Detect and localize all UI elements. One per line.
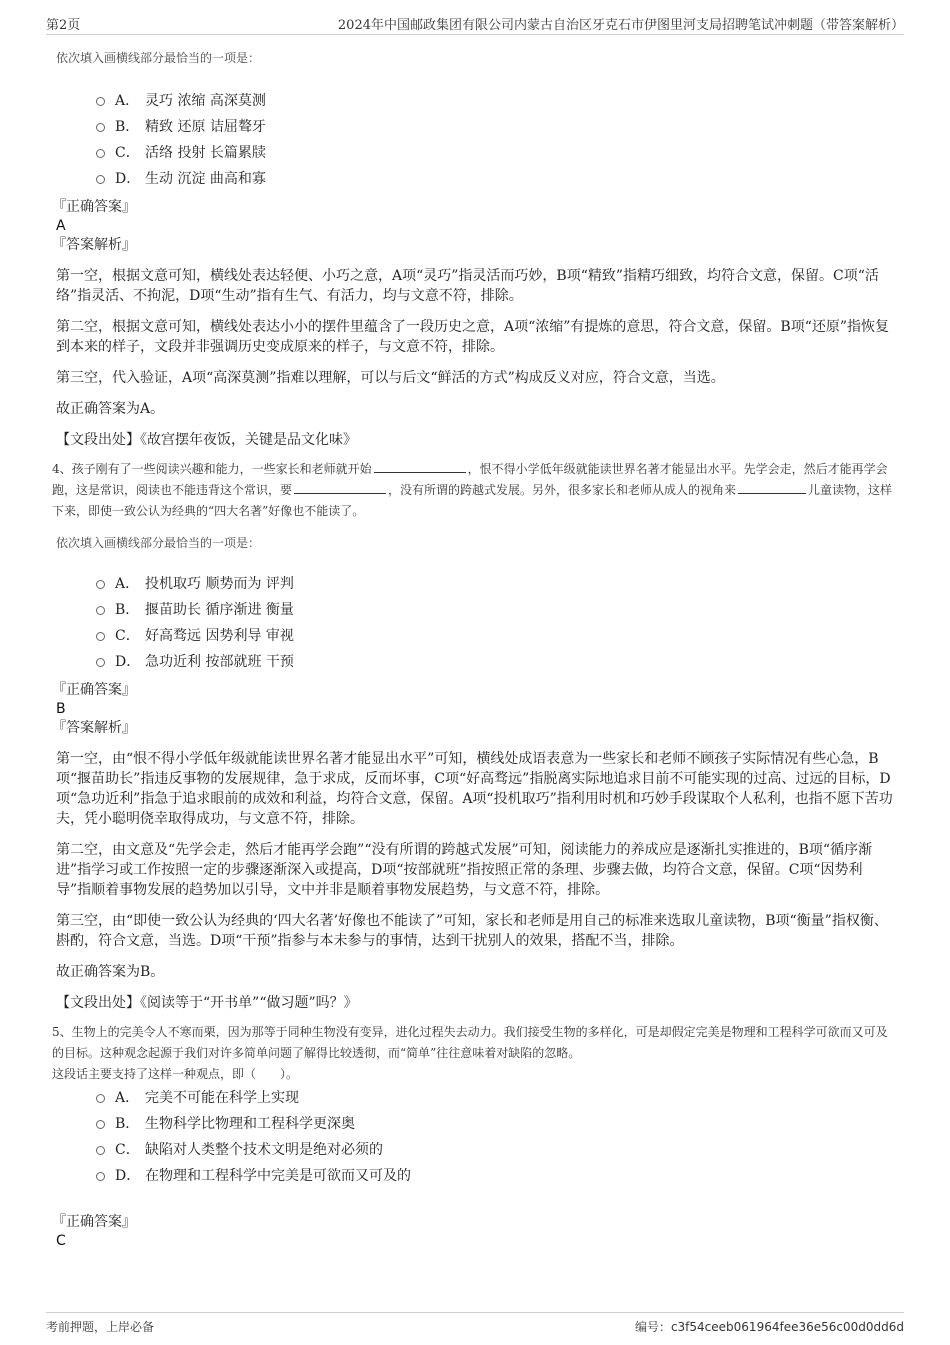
document-code	[635, 1318, 904, 1335]
q5-answer: C	[56, 1233, 66, 1249]
q3-option-c[interactable]	[96, 140, 896, 166]
fill-blank-1	[374, 460, 466, 473]
q3-analysis-conclusion: 故正确答案为A。	[56, 401, 165, 417]
q4-option-d[interactable]	[96, 649, 896, 675]
q5-option-c[interactable]	[96, 1137, 896, 1163]
q4-options	[96, 571, 896, 675]
radio-icon[interactable]	[96, 149, 105, 158]
option-text: 生物科学比物理和工程科学更深奥	[145, 1116, 355, 1132]
q4-option-a[interactable]	[96, 571, 896, 597]
page-content	[52, 48, 896, 1251]
option-text: 好高骛远 因势利导 审视	[145, 628, 294, 644]
q4-source: 【文段出处】《阅读等于“开书单”“做习题”吗？》	[56, 995, 358, 1011]
q4-analysis-label: 『答案解析』	[52, 720, 136, 736]
option-letter: D．	[115, 171, 141, 187]
option-letter: A．	[115, 93, 140, 109]
q3-analysis-label: 『答案解析』	[52, 237, 136, 253]
option-letter: D．	[115, 1168, 141, 1184]
q3-analysis-para-1: 第一空，根据文意可知，横线处表达轻便、小巧之意，A项“灵巧”指灵活而巧妙，B项“精致”指精巧细致，均符合文意，保留。C项“活络”指灵活、不拘泥，D项“生动”指有生气、有活力，均与文意不符，排除。	[56, 268, 879, 304]
q3-answer-label: 『正确答案』	[52, 199, 136, 215]
q3-option-d[interactable]	[96, 166, 896, 192]
option-text: 缺陷对人类整个技术文明是绝对必须的	[145, 1142, 383, 1158]
q3-option-a[interactable]	[96, 88, 896, 114]
radio-icon[interactable]	[96, 1172, 105, 1181]
q4-prompt: 依次填入画横线部分最恰当的一项是：	[56, 536, 261, 550]
q4-stem-part-3: ，没有所谓的跨越式发展。另外，很多家长和老师从成人的视角来	[388, 483, 737, 497]
option-letter: C．	[115, 628, 140, 644]
option-letter: C．	[115, 145, 140, 161]
option-text: 揠苗助长 循序渐进 衡量	[145, 602, 294, 618]
option-text: 灵巧 浓缩 高深莫测	[145, 93, 266, 109]
radio-icon[interactable]	[96, 1094, 105, 1103]
q4-option-b[interactable]	[96, 597, 896, 623]
radio-icon[interactable]	[96, 123, 105, 132]
q4-option-c[interactable]	[96, 623, 896, 649]
q5-answer-label: 『正确答案』	[52, 1214, 136, 1230]
q4-answer: B	[56, 701, 66, 717]
q3-prompt: 依次填入画横线部分最恰当的一项是：	[56, 51, 261, 65]
q4-analysis-para-1: 第一空，由“恨不得小学低年级就能读世界名著才能显出水平”可知，横线处成语表意为一些家长和老师不顾孩子实际情况有些心急，B项“揠苗助长”指违反事物的发展规律，急于求成，反而坏事，C项“好高骛远”指脱离实际地追求目前不可能实现的过高、过远的目标，D项“急功近利”指急于追求眼前的成效和利益，均符合文意，保留。A项“投机取巧”指利用时机和巧妙手段谋取个人私利，也指不愿下苦功夫，凭小聪明侥幸取得成功，与文意不符，排除。	[56, 751, 893, 827]
footer-slogan: 考前押题，上岸必备	[46, 1320, 155, 1334]
q4-analysis-para-3: 第三空，由“即使一致公认为经典的‘四大名著’好像也不能读了”可知，家长和老师是用自己的标准来选取儿童读物，B项“衡量”指权衡、斟酌，符合文意，当选。D项“干预”指参与本未参与的事情，达到干扰别人的效果，搭配不当，排除。	[56, 913, 888, 949]
q4-stem-part-2: ，恨不得小学低年级就能读世界名著才能显出水平。先学会走，然后才能再学会跑，这是常识，阅读也不能违背这个常识，要	[52, 462, 888, 497]
q4-analysis-para-2: 第二空，由文意及“先学会走，然后才能再学会跑”“没有所谓的跨越式发展”可知，阅读能力的养成应是逐渐扎实推进的，B项“循序渐进”指学习或工作按照一定的步骤逐渐深入或提高，D项“按部就班”指按照正常的条理、步骤去做，均符合文意，保留。C项“因势利导”指顺着事物发展的趋势加以引导，文中并非是顺着事物发展趋势，与文意不符，排除。	[56, 842, 873, 898]
q5-option-b[interactable]	[96, 1111, 896, 1137]
q3-answer: A	[56, 218, 66, 234]
q4-analysis-conclusion: 故正确答案为B。	[56, 964, 165, 980]
option-text: 在物理和工程科学中完美是可欲而又可及的	[145, 1168, 411, 1184]
document-title: 2024年中国邮政集团有限公司内蒙古自治区牙克石市伊图里河支局招聘笔试冲刺题（带答案解析）	[337, 18, 904, 33]
radio-icon[interactable]	[96, 97, 105, 106]
option-text: 精致 还原 诘屈聱牙	[145, 119, 266, 135]
option-text: 活络 投射 长篇累牍	[145, 145, 266, 161]
code-value: c3f54ceeb061964fee36e56c00d0dd6d	[670, 1320, 904, 1334]
q5-options	[96, 1085, 896, 1189]
fill-blank-2	[294, 481, 386, 494]
radio-icon[interactable]	[96, 175, 105, 184]
q4-stem-part-1: 4、孩子刚有了一些阅读兴趣和能力，一些家长和老师就开始	[52, 462, 372, 476]
option-letter: A．	[115, 1090, 140, 1106]
option-letter: B．	[115, 602, 140, 618]
radio-icon[interactable]	[96, 1146, 105, 1155]
fill-blank-3	[738, 481, 806, 494]
q3-analysis-para-2: 第二空，根据文意可知，横线处表达小小的摆件里蕴含了一段历史之意，A项“浓缩”有提炼的意思，符合文意，保留。B项“还原”指恢复到本来的样子，文段并非强调历史变成原来的样子，与文意不符，排除。	[56, 319, 890, 355]
option-letter: C．	[115, 1142, 140, 1158]
q4-stem	[52, 459, 896, 522]
q5-stem: 5、生物上的完美令人不寒而栗，因为那等于同种生物没有变异，进化过程失去动力。我们接受生物的多样化，可是却假定完美是物理和工程科学可欲而又可及的目标。这种观念起源于我们对许多简单问题了解得比较透彻，而“简单”往往意味着对缺陷的忽略。	[52, 1025, 888, 1060]
q5-question: 这段话主要支持了这样一种观点，即（ ）。	[52, 1067, 299, 1081]
page-footer	[46, 1312, 904, 1339]
page-number: 第2页	[46, 18, 81, 33]
q3-source: 【文段出处】《故宫摆年夜饭，关键是品文化味》	[56, 432, 357, 448]
option-text: 生动 沉淀 曲高和寡	[145, 171, 266, 187]
q4-answer-label: 『正确答案』	[52, 682, 136, 698]
q3-options	[96, 88, 896, 192]
q5-option-d[interactable]	[96, 1163, 896, 1189]
radio-icon[interactable]	[96, 1120, 105, 1129]
q4-stem-part-4: 儿童读物，这样下来，即使一致公认为经典的“四大名著”好像也不能读了。	[52, 483, 893, 518]
q5-option-a[interactable]	[96, 1085, 896, 1111]
radio-icon[interactable]	[96, 606, 105, 615]
radio-icon[interactable]	[96, 658, 105, 667]
page-header	[46, 12, 904, 35]
option-text: 投机取巧 顺势而为 评判	[145, 576, 294, 592]
option-letter: A．	[115, 576, 140, 592]
option-letter: B．	[115, 1116, 140, 1132]
option-text: 完美不可能在科学上实现	[145, 1090, 299, 1106]
radio-icon[interactable]	[96, 580, 105, 589]
code-label: 编号：	[634, 1320, 671, 1334]
q3-analysis-para-3: 第三空，代入验证，A项“高深莫测”指难以理解，可以与后文“鲜活的方式”构成反义对应，符合文意，当选。	[56, 370, 725, 386]
option-letter: D．	[115, 654, 141, 670]
option-letter: B．	[115, 119, 140, 135]
q3-option-b[interactable]	[96, 114, 896, 140]
radio-icon[interactable]	[96, 632, 105, 641]
option-text: 急功近利 按部就班 干预	[145, 654, 294, 670]
